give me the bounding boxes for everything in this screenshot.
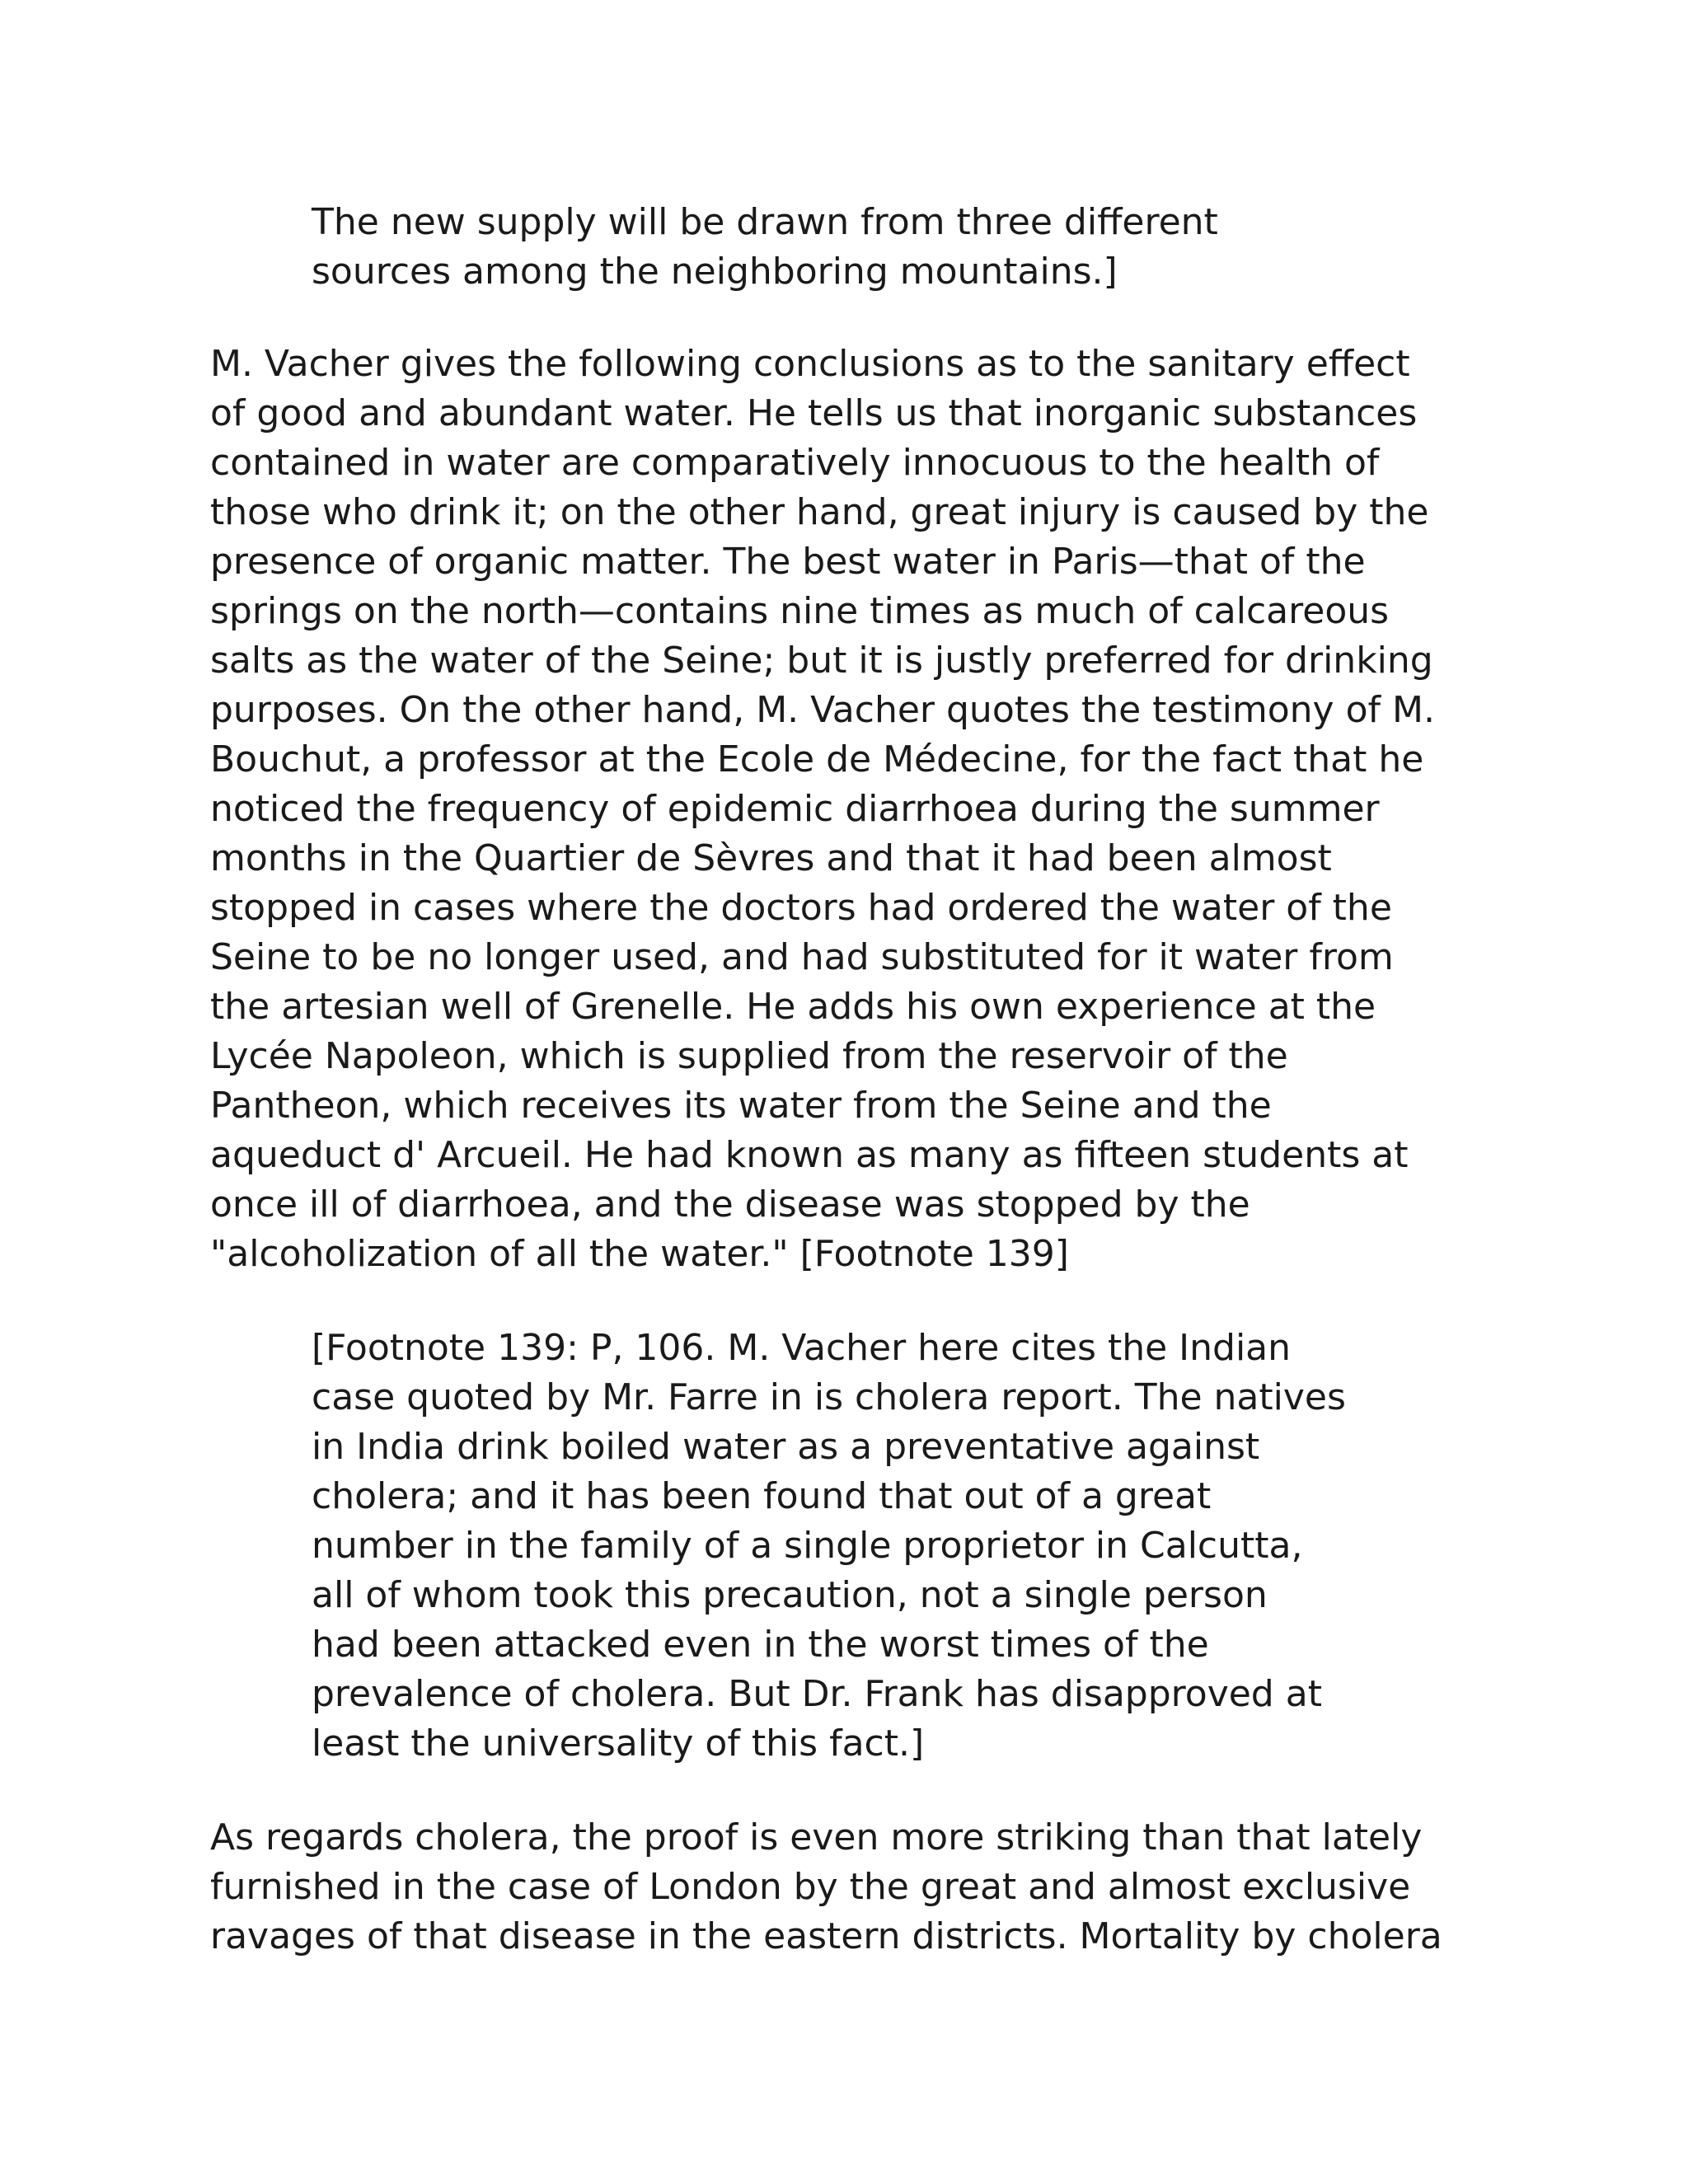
text-line: number in the family of a single proprietor in Calcutta, xyxy=(312,1525,1303,1567)
text-line: Pantheon, which receives its water from the Seine and the xyxy=(210,1085,1272,1127)
text-line: purposes. On the other hand, M. Vacher quotes the testimony of M. xyxy=(210,689,1435,731)
text-line: prevalence of cholera. But Dr. Frank has disapproved at xyxy=(312,1673,1322,1715)
text-line: M. Vacher gives the following conclusions as to the sanitary effect xyxy=(210,343,1410,385)
text-line: the artesian well of Grenelle. He adds his own experience at the xyxy=(210,986,1376,1028)
text-line: Seine to be no longer used, and had substituted for it water from xyxy=(210,936,1394,978)
text-line: of good and abundant water. He tells us that inorganic substances xyxy=(210,392,1418,434)
text-line: Bouchut, a professor at the Ecole de Médecine, for the fact that he xyxy=(210,738,1424,780)
text-line: case quoted by Mr. Farre in is cholera report. The natives xyxy=(312,1376,1346,1418)
text-line: Lycée Napoleon, which is supplied from the reservoir of the xyxy=(210,1035,1288,1077)
text-line: cholera; and it has been found that out of a great xyxy=(312,1475,1212,1517)
text-line: those who drink it; on the other hand, great injury is caused by the xyxy=(210,491,1429,533)
text-line: months in the Quartier de Sèvres and that it had been almost xyxy=(210,837,1332,879)
text-line: salts as the water of the Seine; but it is justly preferred for drinking xyxy=(210,640,1433,682)
text-line: aqueduct d' Arcueil. He had known as many as fifteen students at xyxy=(210,1134,1409,1176)
text-line: ravages of that disease in the eastern districts. Mortality by cholera xyxy=(210,1915,1442,1957)
text-line: furnished in the case of London by the great and almost exclusive xyxy=(210,1866,1411,1908)
text-line: all of whom took this precaution, not a single person xyxy=(312,1574,1268,1616)
text-line: noticed the frequency of epidemic diarrhoea during the summer xyxy=(210,788,1380,830)
text-line: springs on the north—contains nine times as much of calcareous xyxy=(210,590,1390,632)
text-line: As regards cholera, the proof is even more striking than that lately xyxy=(210,1816,1423,1858)
text-line: presence of organic matter. The best water in Paris—that of the xyxy=(210,541,1366,583)
text-line: stopped in cases where the doctors had ordered the water of the xyxy=(210,887,1392,929)
text-line: least the universality of this fact.] xyxy=(312,1722,925,1765)
text-line: contained in water are comparatively innocuous to the health of xyxy=(210,442,1380,484)
text-line: had been attacked even in the worst times of the xyxy=(312,1624,1209,1666)
text-line: in India drink boiled water as a preventative against xyxy=(312,1426,1260,1468)
text-line: [Footnote 139: P, 106. M. Vacher here cites the Indian xyxy=(312,1327,1292,1369)
text-line: The new supply will be drawn from three different xyxy=(312,201,1218,243)
text-line: sources among the neighboring mountains.] xyxy=(312,251,1118,293)
text-line: "alcoholization of all the water." [Footnote 139] xyxy=(210,1233,1069,1275)
text-line: once ill of diarrhoea, and the disease was stopped by the xyxy=(210,1183,1250,1226)
